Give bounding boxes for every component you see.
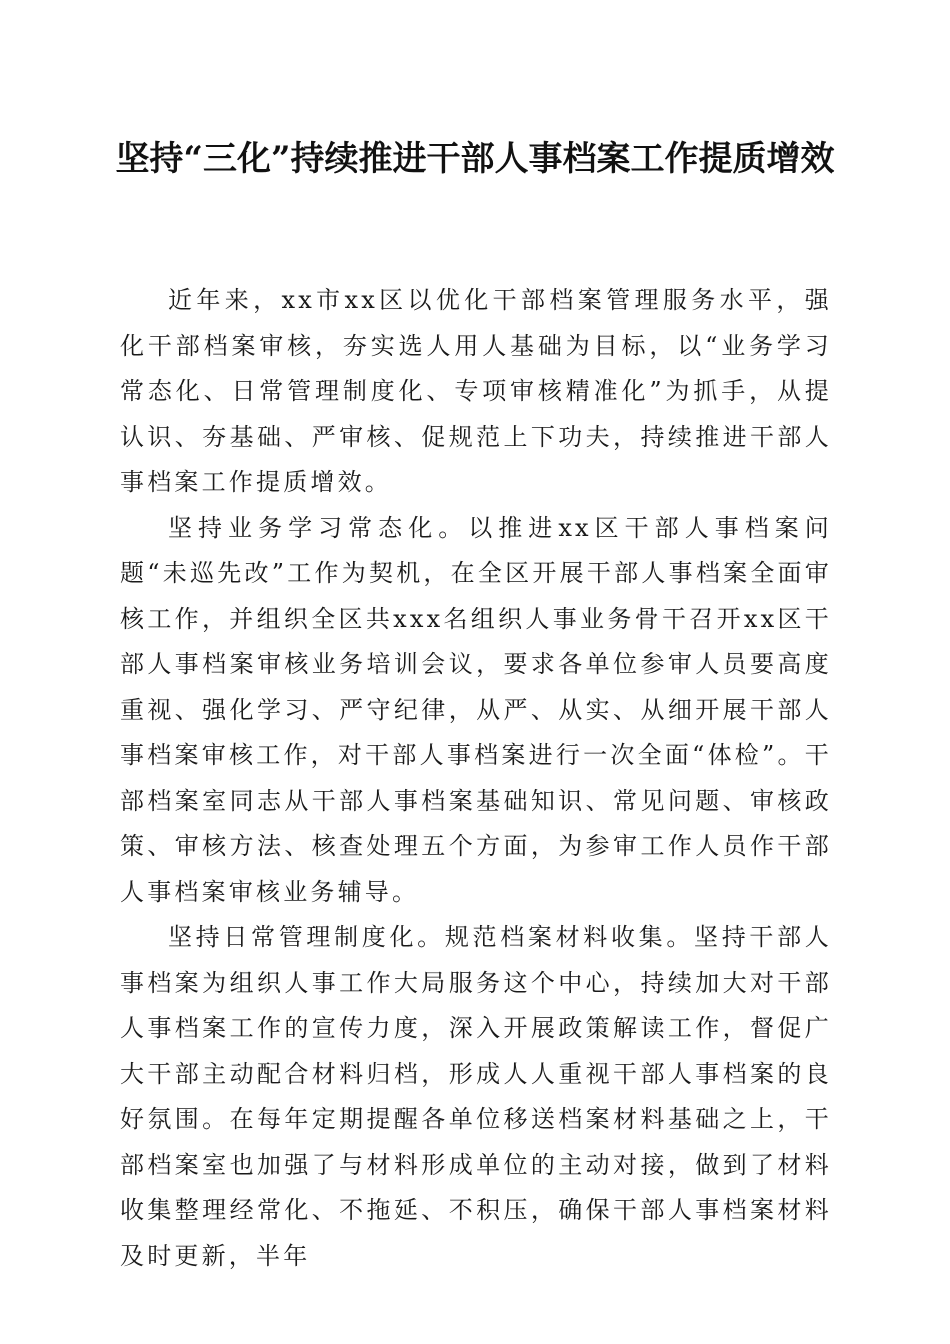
document-body (120, 278, 832, 1279)
paragraph-intro: 近年来，xx市xx区以优化干部档案管理服务水平，强化干部档案审核，夯实选人用人基础为目标，以“业务学习常态化、日常管理制度化、专项审核精准化”为抓手，从提认识、夯基础、严审核、促规范上下功夫，持续推进干部人事档案工作提质增效。 (120, 286, 832, 496)
paragraph-daily-management: 坚持日常管理制度化。规范档案材料收集。坚持干部人事档案为组织人事工作大局服务这个中心，持续加大对干部人事档案工作的宣传力度，深入开展政策解读工作，督促广大干部主动配合材料归档，形成人人重视干部人事档案的良好氛围。在每年定期提醒各单位移送档案材料基础之上，干部档案室也加强了与材料形成单位的主动对接，做到了材料收集整理经常化、不拖延、不积压，确保干部人事档案材料及时更新，半年 (120, 923, 832, 1270)
document-title: 坚持“三化”持续推进干部人事档案工作提质增效 (115, 139, 835, 179)
paragraph-business-learning: 坚持业务学习常态化。以推进xx区干部人事档案问题“未巡先改”工作为契机，在全区开展干部人事档案全面审核工作，并组织全区共xxx名组织人事业务骨干召开xx区干部人事档案审核业务培训会议，要求各单位参审人员要高度重视、强化学习、严守纪律，从严、从实、从细开展干部人事档案审核工作，对干部人事档案进行一次全面“体检”。干部档案室同志从干部人事档案基础知识、常见问题、审核政策、审核方法、核查处理五个方面，为参审工作人员作干部人事档案审核业务辅导。 (120, 513, 832, 906)
